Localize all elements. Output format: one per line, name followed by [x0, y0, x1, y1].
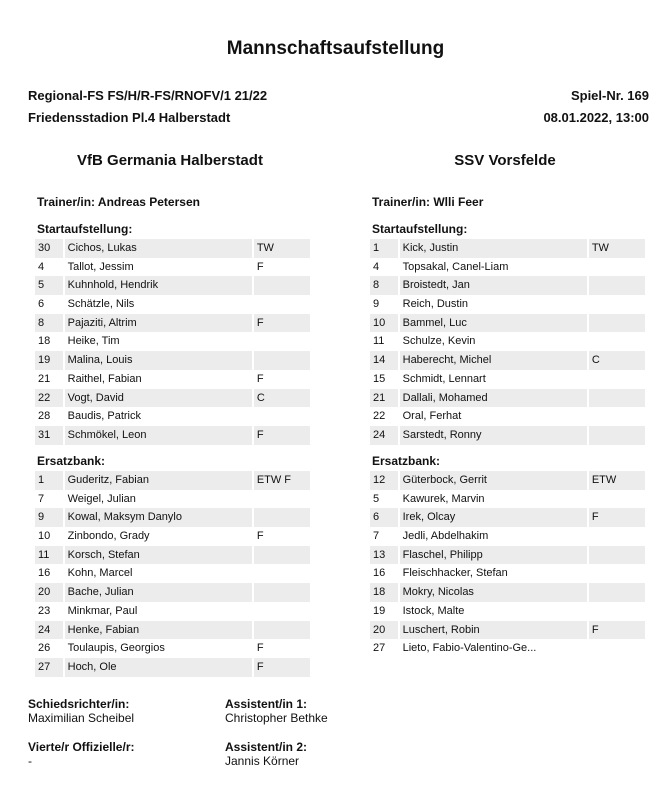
player-name: Baudis, Patrick [67, 410, 141, 423]
player-position: ETW F [254, 471, 310, 490]
player-number: 11 [373, 335, 385, 348]
assistant2-label: Assistent/in 2: [225, 740, 308, 754]
player-row [370, 490, 645, 509]
player-name: Henke, Fabian [65, 621, 252, 640]
player-number: 21 [38, 372, 51, 385]
player-row [370, 564, 645, 583]
player-name: Weigel, Julian [67, 492, 136, 505]
player-row [35, 527, 310, 546]
player-row [35, 564, 310, 583]
player-row [35, 471, 310, 490]
player-name: Haberecht, Michel [400, 351, 587, 370]
player-name: Irek, Olcay [400, 508, 587, 527]
player-position [589, 426, 645, 445]
home-team-name: VfB Germania Halberstadt [77, 152, 263, 169]
player-number: 31 [35, 426, 63, 445]
player-row [35, 490, 310, 509]
player-position: F [256, 530, 264, 543]
player-number: 14 [370, 351, 398, 370]
player-position: TW [254, 239, 310, 258]
player-position [589, 583, 645, 602]
player-position: F [589, 621, 645, 640]
referee-block [28, 697, 134, 725]
player-name: Minkmar, Paul [67, 604, 138, 617]
player-number: 26 [38, 642, 51, 655]
player-row [370, 351, 645, 370]
player-name: Dallali, Mohamed [400, 389, 587, 408]
player-position: F [589, 508, 645, 527]
player-name: Raithel, Fabian [67, 372, 142, 385]
page-title: Mannschaftsaufstellung [226, 38, 445, 59]
player-number: 6 [370, 508, 398, 527]
player-position [254, 407, 310, 426]
player-number: 7 [373, 530, 380, 543]
player-position [589, 527, 645, 546]
player-row [370, 527, 645, 546]
player-row [35, 407, 310, 426]
player-position [254, 546, 310, 565]
player-row [35, 658, 310, 677]
player-name: Sarstedt, Ronny [400, 426, 587, 445]
player-position: F [254, 314, 310, 333]
player-row [35, 508, 310, 527]
player-row [370, 258, 645, 277]
player-number: 16 [38, 567, 51, 580]
player-number: 30 [35, 239, 63, 258]
player-name: Topsakal, Canel-Liam [402, 260, 509, 273]
home-start-table [35, 239, 310, 445]
player-row [35, 426, 310, 445]
home-bench-table [35, 471, 310, 677]
assistant1-name: Christopher Bethke [225, 711, 328, 725]
player-row [370, 546, 645, 565]
player-name: Istock, Malte [402, 604, 465, 617]
league-info: Regional-FS FS/H/R-FS/RNOFV/1 21/22 [28, 88, 268, 103]
player-name: Kick, Justin [400, 239, 587, 258]
player-row [35, 621, 310, 640]
player-number: 19 [373, 604, 386, 617]
player-row [35, 314, 310, 333]
match-number: Spiel-Nr. 169 [570, 88, 649, 103]
player-name: Schätzle, Nils [67, 298, 135, 311]
player-number: 7 [38, 492, 45, 505]
player-row [370, 508, 645, 527]
match-datetime: 08.01.2022, 13:00 [543, 110, 649, 125]
away-bench-heading: Ersatzbank: [372, 454, 441, 468]
player-name: Kowal, Maksym Danylo [65, 508, 252, 527]
player-number: 22 [35, 389, 63, 408]
player-row [35, 351, 310, 370]
player-position [254, 295, 310, 314]
player-position [254, 583, 310, 602]
player-name: Vogt, David [65, 389, 252, 408]
player-name: Flaschel, Philipp [400, 546, 587, 565]
player-row [35, 258, 310, 277]
player-number: 22 [373, 410, 386, 423]
player-number: 19 [35, 351, 63, 370]
player-name: Schulze, Kevin [402, 335, 476, 348]
player-row [35, 276, 310, 295]
player-name: Schmidt, Lennart [402, 372, 486, 385]
player-name: Güterbock, Gerrit [400, 471, 587, 490]
player-row [35, 602, 310, 621]
player-position: F [256, 372, 264, 385]
player-name: Mokry, Nicolas [400, 583, 587, 602]
away-bench-table [370, 471, 645, 658]
player-row [35, 546, 310, 565]
player-row [370, 276, 645, 295]
player-row [35, 239, 310, 258]
player-row [35, 583, 310, 602]
player-row [370, 583, 645, 602]
player-row [370, 370, 645, 389]
player-name: Jedli, Abdelhakim [402, 530, 489, 543]
player-name: Bammel, Luc [400, 314, 587, 333]
player-name: Kohn, Marcel [67, 567, 133, 580]
player-position: C [254, 389, 310, 408]
assistant2-name: Jannis Körner [225, 754, 300, 768]
player-number: 6 [38, 298, 45, 311]
player-position [254, 564, 310, 583]
referee-label: Schiedsrichter/in: [28, 697, 130, 711]
home-trainer: Trainer/in: Andreas Petersen [37, 195, 200, 209]
player-number: 1 [35, 471, 63, 490]
home-bench-heading: Ersatzbank: [37, 454, 106, 468]
player-number: 18 [370, 583, 398, 602]
away-start-table [370, 239, 645, 445]
player-position: TW [589, 239, 645, 258]
player-name: Bache, Julian [65, 583, 252, 602]
player-name: Kuhnhold, Hendrik [65, 276, 252, 295]
player-position: F [254, 426, 310, 445]
player-row [370, 602, 645, 621]
assistant1-block [225, 697, 328, 725]
player-name: Korsch, Stefan [65, 546, 252, 565]
player-name: Heike, Tim [67, 335, 120, 348]
player-row [370, 389, 645, 408]
player-number: 27 [373, 642, 386, 655]
player-name: Reich, Dustin [402, 298, 469, 311]
player-name: Luschert, Robin [400, 621, 587, 640]
player-row [370, 295, 645, 314]
player-position: F [256, 642, 264, 655]
player-position [589, 295, 645, 314]
player-row [35, 639, 310, 658]
player-name: Guderitz, Fabian [65, 471, 252, 490]
player-name: Oral, Ferhat [402, 410, 462, 423]
player-position [589, 258, 645, 277]
away-trainer: Trainer/in: Wlli Feer [372, 195, 484, 209]
player-name: Fleischhacker, Stefan [402, 567, 508, 580]
player-number: 11 [35, 546, 63, 565]
player-number: 12 [370, 471, 398, 490]
referee-name: Maximilian Scheibel [28, 711, 135, 725]
player-name: Kawurek, Marvin [402, 492, 485, 505]
player-number: 1 [370, 239, 398, 258]
away-start-heading: Startaufstellung: [372, 222, 468, 236]
player-number: 5 [35, 276, 63, 295]
player-position [254, 332, 310, 351]
player-position [254, 351, 310, 370]
player-position [254, 276, 310, 295]
player-name: Zinbondo, Grady [67, 530, 150, 543]
player-number: 4 [38, 260, 45, 273]
player-position [589, 314, 645, 333]
fourth-official-name: - [28, 754, 32, 768]
fourth-official-label: Vierte/r Offizielle/r: [28, 740, 135, 754]
player-row [35, 370, 310, 389]
player-number: 24 [370, 426, 398, 445]
player-position [589, 490, 645, 509]
player-row [370, 621, 645, 640]
player-name: Pajaziti, Altrim [65, 314, 252, 333]
player-name: Cichos, Lukas [65, 239, 252, 258]
player-name: Tallot, Jessim [67, 260, 134, 273]
player-row [370, 639, 645, 658]
player-position [254, 602, 310, 621]
player-position: C [589, 351, 645, 370]
player-number: 23 [38, 604, 51, 617]
player-number: 9 [373, 298, 380, 311]
assistant1-label: Assistent/in 1: [225, 697, 308, 711]
player-name: Broistedt, Jan [400, 276, 587, 295]
player-number: 8 [35, 314, 63, 333]
assistant2-block [225, 740, 307, 768]
player-number: 10 [38, 530, 51, 543]
player-row [35, 389, 310, 408]
player-row [370, 314, 645, 333]
player-row [370, 471, 645, 490]
player-name: Malina, Louis [65, 351, 252, 370]
player-position [589, 564, 645, 583]
player-row [370, 407, 645, 426]
player-position: F [254, 658, 310, 677]
player-number: 5 [373, 492, 380, 505]
player-number: 21 [370, 389, 398, 408]
venue-info: Friedensstadion Pl.4 Halberstadt [28, 110, 231, 125]
player-name: Schmökel, Leon [65, 426, 252, 445]
player-number: 13 [370, 546, 398, 565]
player-row [370, 426, 645, 445]
away-team-name: SSV Vorsfelde [454, 152, 556, 169]
fourth-official-block [28, 740, 134, 768]
home-start-heading: Startaufstellung: [37, 222, 133, 236]
player-number: 24 [35, 621, 63, 640]
player-position [589, 546, 645, 565]
player-position [589, 389, 645, 408]
player-position [589, 370, 645, 389]
player-number: 8 [370, 276, 398, 295]
player-position [589, 407, 645, 426]
player-number: 10 [370, 314, 398, 333]
player-name: Lieto, Fabio-Valentino-Ge... [402, 642, 537, 655]
player-name: Toulaupis, Georgios [67, 642, 165, 655]
player-position [254, 508, 310, 527]
player-position: F [256, 260, 264, 273]
player-position [254, 621, 310, 640]
player-position [589, 332, 645, 351]
player-number: 20 [370, 621, 398, 640]
player-name: Hoch, Ole [65, 658, 252, 677]
player-row [35, 295, 310, 314]
player-number: 20 [35, 583, 63, 602]
player-number: 4 [373, 260, 380, 273]
player-number: 16 [373, 567, 386, 580]
player-position [254, 490, 310, 509]
player-number: 28 [38, 410, 51, 423]
player-row [370, 332, 645, 351]
player-position [589, 639, 645, 658]
player-number: 15 [373, 372, 386, 385]
player-number: 9 [35, 508, 63, 527]
player-row [35, 332, 310, 351]
player-number: 18 [38, 335, 51, 348]
player-row [370, 239, 645, 258]
player-position: ETW [589, 471, 645, 490]
player-position [589, 602, 645, 621]
player-number: 27 [35, 658, 63, 677]
player-position [589, 276, 645, 295]
